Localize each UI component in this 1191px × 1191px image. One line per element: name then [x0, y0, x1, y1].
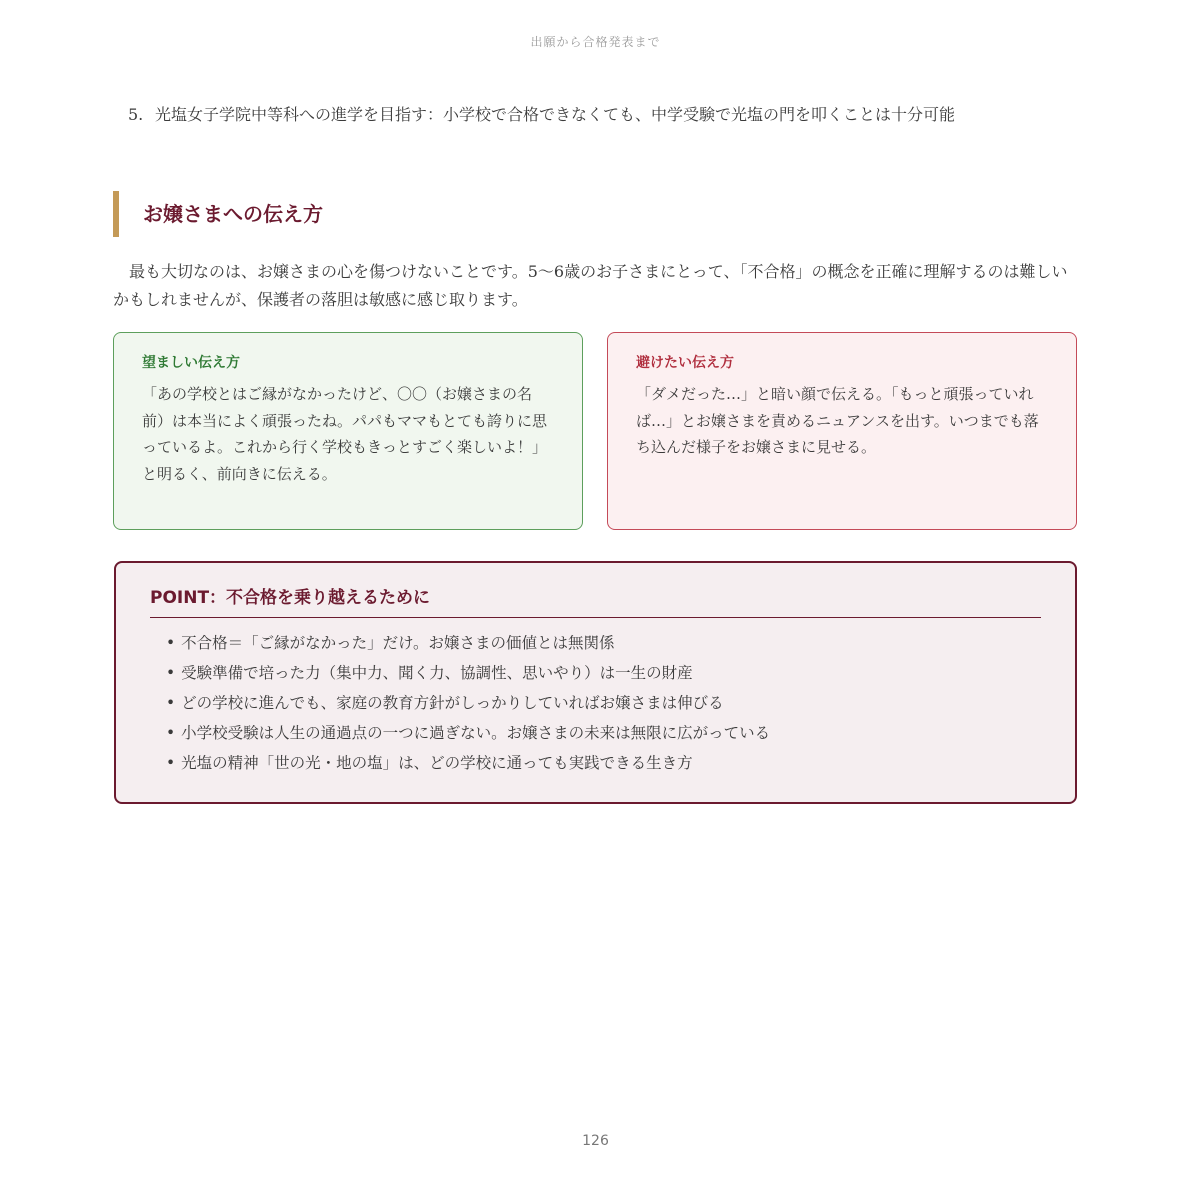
point-list-item: • 光塩の精神「世の光・地の塩」は、どの学校に通っても実践できる生き方	[166, 748, 1041, 778]
recommended-phrasing-card	[113, 332, 583, 530]
point-list-item: • 不合格＝「ご縁がなかった」だけ。お嬢さまの価値とは無関係	[166, 628, 1041, 658]
point-list-item: • 小学校受験は人生の通過点の一つに過ぎない。お嬢さまの未来は無限に広がっている	[166, 718, 1041, 748]
point-title: POINT：不合格を乗り越えるために	[150, 585, 1041, 618]
section-heading: お嬢さまへの伝え方	[113, 191, 323, 237]
list-item	[128, 102, 1078, 127]
running-header: 出願から合格発表まで	[530, 35, 661, 49]
recommended-phrasing-title: 望ましい伝え方	[142, 355, 240, 371]
list-item-text: 光塩女子学院中等科への進学を目指す：小学校で合格できなくても、中学受験で光塩の門を叩くことは十分可能	[155, 105, 956, 124]
list-item-number: 5.	[128, 105, 144, 124]
avoid-phrasing-card	[607, 332, 1077, 530]
point-box	[114, 561, 1077, 804]
point-list-item: • どの学校に進んでも、家庭の教育方針がしっかりしていればお嬢さまは伸びる	[166, 688, 1041, 718]
point-list	[150, 628, 1041, 778]
avoid-phrasing-title: 避けたい伝え方	[636, 355, 734, 371]
point-list-item: • 受験準備で培った力（集中力、聞く力、協調性、思いやり）は一生の財産	[166, 658, 1041, 688]
recommended-phrasing-body: 「あの学校とはご縁がなかったけど、〇〇（お嬢さまの名前）は本当によく頑張ったね。パパもママもとても誇りに思っているよ。これから行く学校もきっとすごく楽しいよ！」と明るく、前向きに伝える。	[142, 385, 548, 483]
intro-paragraph: 最も大切なのは、お嬢さまの心を傷つけないことです。5〜6歳のお子さまにとって、「不合格」の概念を正確に理解するのは難しいかもしれませんが、保護者の落胆は敏感に感じ取ります。	[113, 262, 1068, 309]
page-number: 126	[582, 1133, 609, 1149]
avoid-phrasing-body: 「ダメだった…」と暗い顔で伝える。「もっと頑張っていれば…」とお嬢さまを責めるニュアンスを出す。いつまでも落ち込んだ様子をお嬢さまに見せる。	[636, 385, 1039, 456]
